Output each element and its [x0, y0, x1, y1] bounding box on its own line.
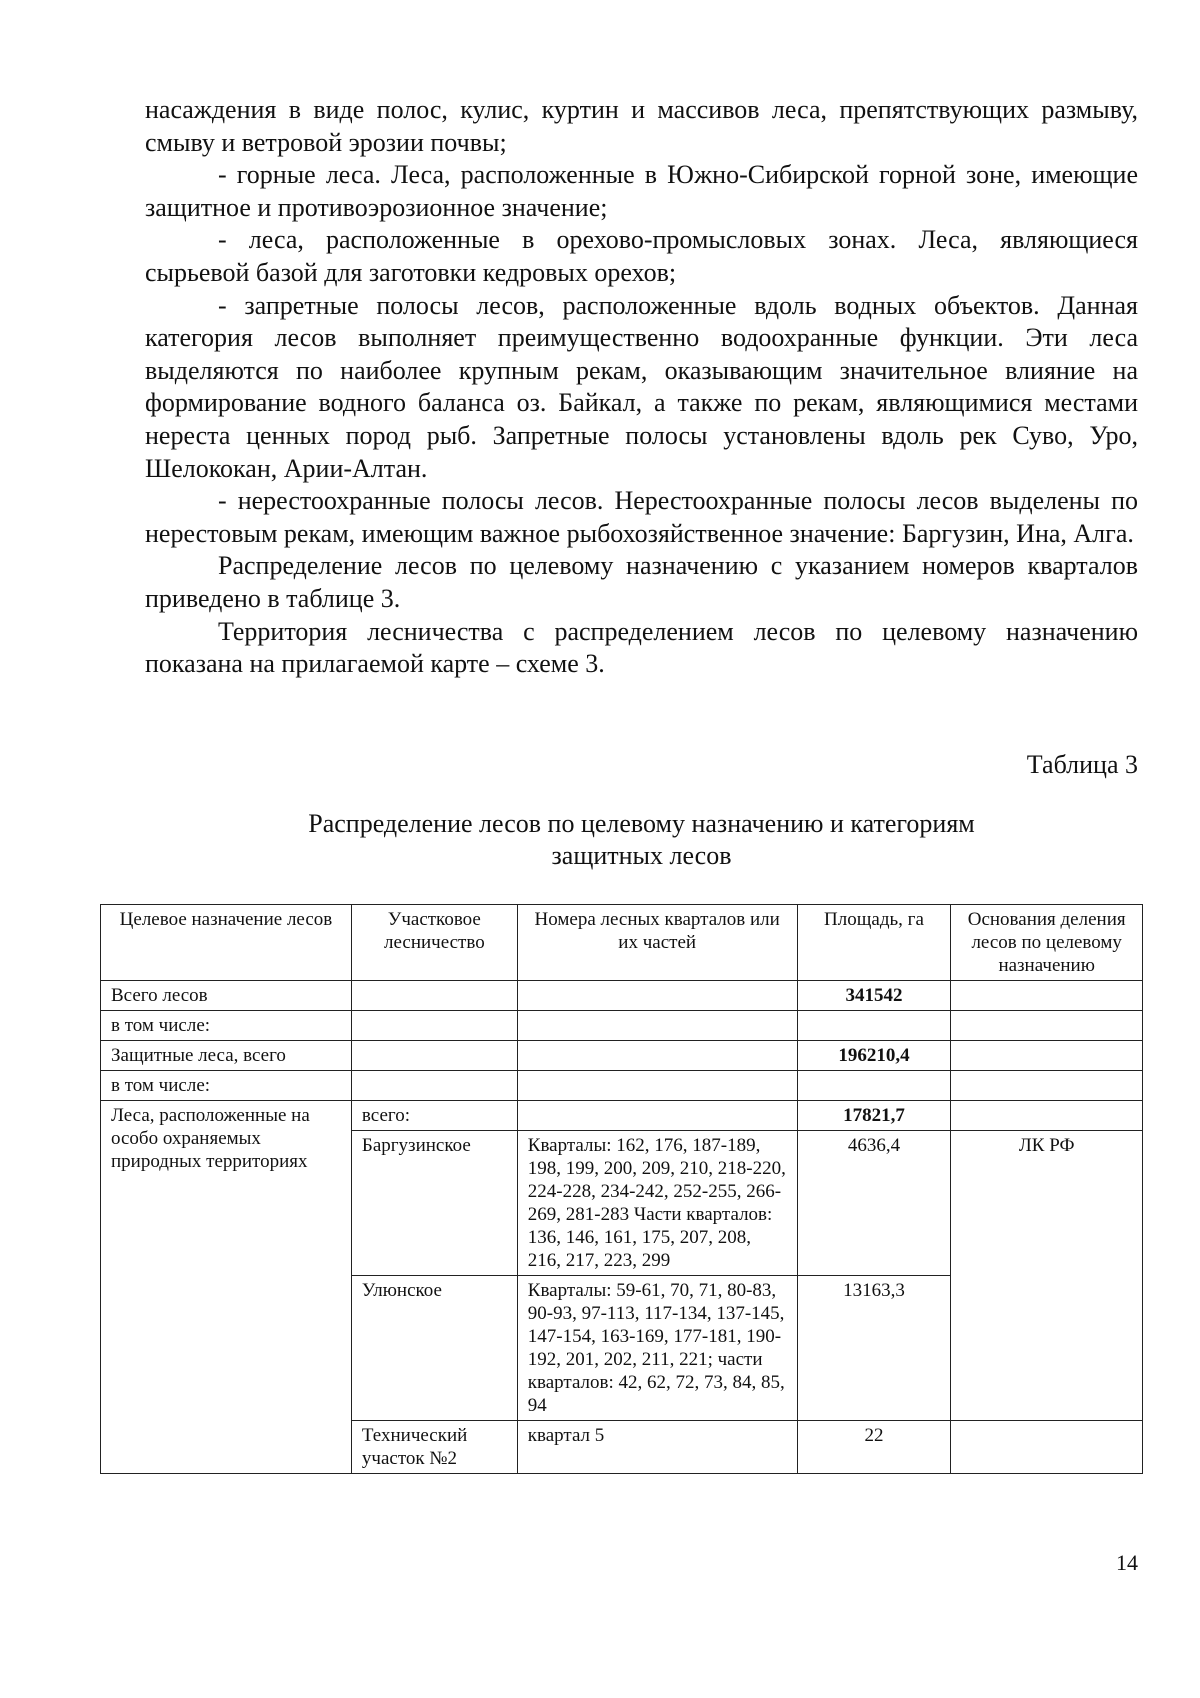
cell-district — [351, 1071, 517, 1101]
header-purpose: Целевое назначение лесов — [101, 905, 352, 981]
cell-basis — [951, 1101, 1143, 1131]
paragraph-5: - нерестоохранные полосы лесов. Нерестоохранные полосы лесов выделены по нерестовым рекам, имеющим важное рыбохозяйственное значение: Баргузин, Ина, Алга. — [145, 486, 1138, 548]
cell-purpose-oopt: Леса, расположенные на особо охраняемых природных территориях — [101, 1101, 352, 1474]
forest-distribution-table — [100, 904, 1143, 1474]
cell-quarters: Кварталы: 59-61, 70, 71, 80-83, 90-93, 97-113, 117-134, 137-145, 147-154, 163-169, 177-181, 190-192, 201, 202, 211, 221; части кварталов: 42, 62, 72, 73, 84, 85, 94 — [517, 1276, 797, 1421]
paragraph-4: - запретные полосы лесов, расположенные вдоль водных объектов. Данная категория лесов выполняет преимущественно водоохранные функции. Эти леса выделяются по наиболее крупным рекам, оказывающим значительное влияние на формирование водного баланса оз. Байкал, а также по рекам, являющимися местами нереста ценных пород рыб. Запретные полосы установлены вдоль рек Суво, Уро, Шелококан, Арии-Алтан. — [145, 290, 1138, 483]
cell-area: 4636,4 — [797, 1131, 951, 1276]
paragraph-1: насаждения в виде полос, кулис, куртин и массивов леса, препятствующих размыву, смыву и ветровой эрозии почвы; — [145, 95, 1138, 157]
paragraph-6: Распределение лесов по целевому назначению с указанием номеров кварталов приведено в таблице 3. — [145, 551, 1138, 613]
cell-district: Улюнское — [351, 1276, 517, 1421]
cell-quarters — [517, 1011, 797, 1041]
cell-district — [351, 1041, 517, 1071]
header-quarters: Номера лесных кварталов или их частей — [517, 905, 797, 981]
paragraph-3: - леса, расположенные в орехово-промысловых зонах. Леса, являющиеся сырьевой базой для заготовки кедровых орехов; — [145, 225, 1138, 287]
cell-area — [797, 1071, 951, 1101]
table-label: Таблица 3 — [1026, 750, 1138, 779]
body-text — [145, 94, 1138, 681]
cell-quarters — [517, 981, 797, 1011]
cell-purpose: Всего лесов — [101, 981, 352, 1011]
cell-area: 17821,7 — [797, 1101, 951, 1131]
cell-area: 341542 — [797, 981, 951, 1011]
page-number: 14 — [1116, 1550, 1138, 1575]
header-basis: Основания деления лесов по целевому назначению — [951, 905, 1143, 981]
table-header-row — [101, 905, 1143, 981]
cell-district: всего: — [351, 1101, 517, 1131]
cell-area: 22 — [797, 1421, 951, 1474]
table-row — [101, 1041, 1143, 1071]
table-row — [101, 1101, 1143, 1131]
caption-line-2: защитных лесов — [551, 841, 732, 870]
paragraph-2: - горные леса. Леса, расположенные в Южно-Сибирской горной зоне, имеющие защитное и противоэрозионное значение; — [145, 160, 1138, 222]
header-area: Площадь, га — [797, 905, 951, 981]
table-row — [101, 1011, 1143, 1041]
cell-basis — [951, 981, 1143, 1011]
cell-basis — [951, 1071, 1143, 1101]
cell-district: Технический участок №2 — [351, 1421, 517, 1474]
cell-quarters — [517, 1101, 797, 1131]
cell-district: Баргузинское — [351, 1131, 517, 1276]
cell-basis-lk: ЛК РФ — [951, 1131, 1143, 1421]
cell-basis — [951, 1421, 1143, 1474]
cell-area: 13163,3 — [797, 1276, 951, 1421]
cell-district — [351, 1011, 517, 1041]
paragraph-7: Территория лесничества с распределением лесов по целевому назначению показана на прилагаемой карте – схеме 3. — [145, 616, 1138, 679]
cell-basis — [951, 1041, 1143, 1071]
header-district: Участковое лесничество — [351, 905, 517, 981]
cell-district — [351, 981, 517, 1011]
cell-purpose: Защитные леса, всего — [101, 1041, 352, 1071]
table-caption — [145, 808, 1138, 872]
cell-purpose: в том числе: — [101, 1011, 352, 1041]
cell-quarters: Кварталы: 162, 176, 187-189, 198, 199, 200, 209, 210, 218-220, 224-228, 234-242, 252-255, 266-269, 281-283 Части кварталов: 136, 146, 161, 175, 207, 208, 216, 217, 223, 299 — [517, 1131, 797, 1276]
cell-purpose: в том числе: — [101, 1071, 352, 1101]
cell-area: 196210,4 — [797, 1041, 951, 1071]
cell-area — [797, 1011, 951, 1041]
table-row — [101, 981, 1143, 1011]
cell-quarters — [517, 1071, 797, 1101]
cell-basis — [951, 1011, 1143, 1041]
cell-quarters — [517, 1041, 797, 1071]
caption-line-1: Распределение лесов по целевому назначению и категориям — [308, 809, 975, 838]
cell-quarters: квартал 5 — [517, 1421, 797, 1474]
table-row — [101, 1071, 1143, 1101]
